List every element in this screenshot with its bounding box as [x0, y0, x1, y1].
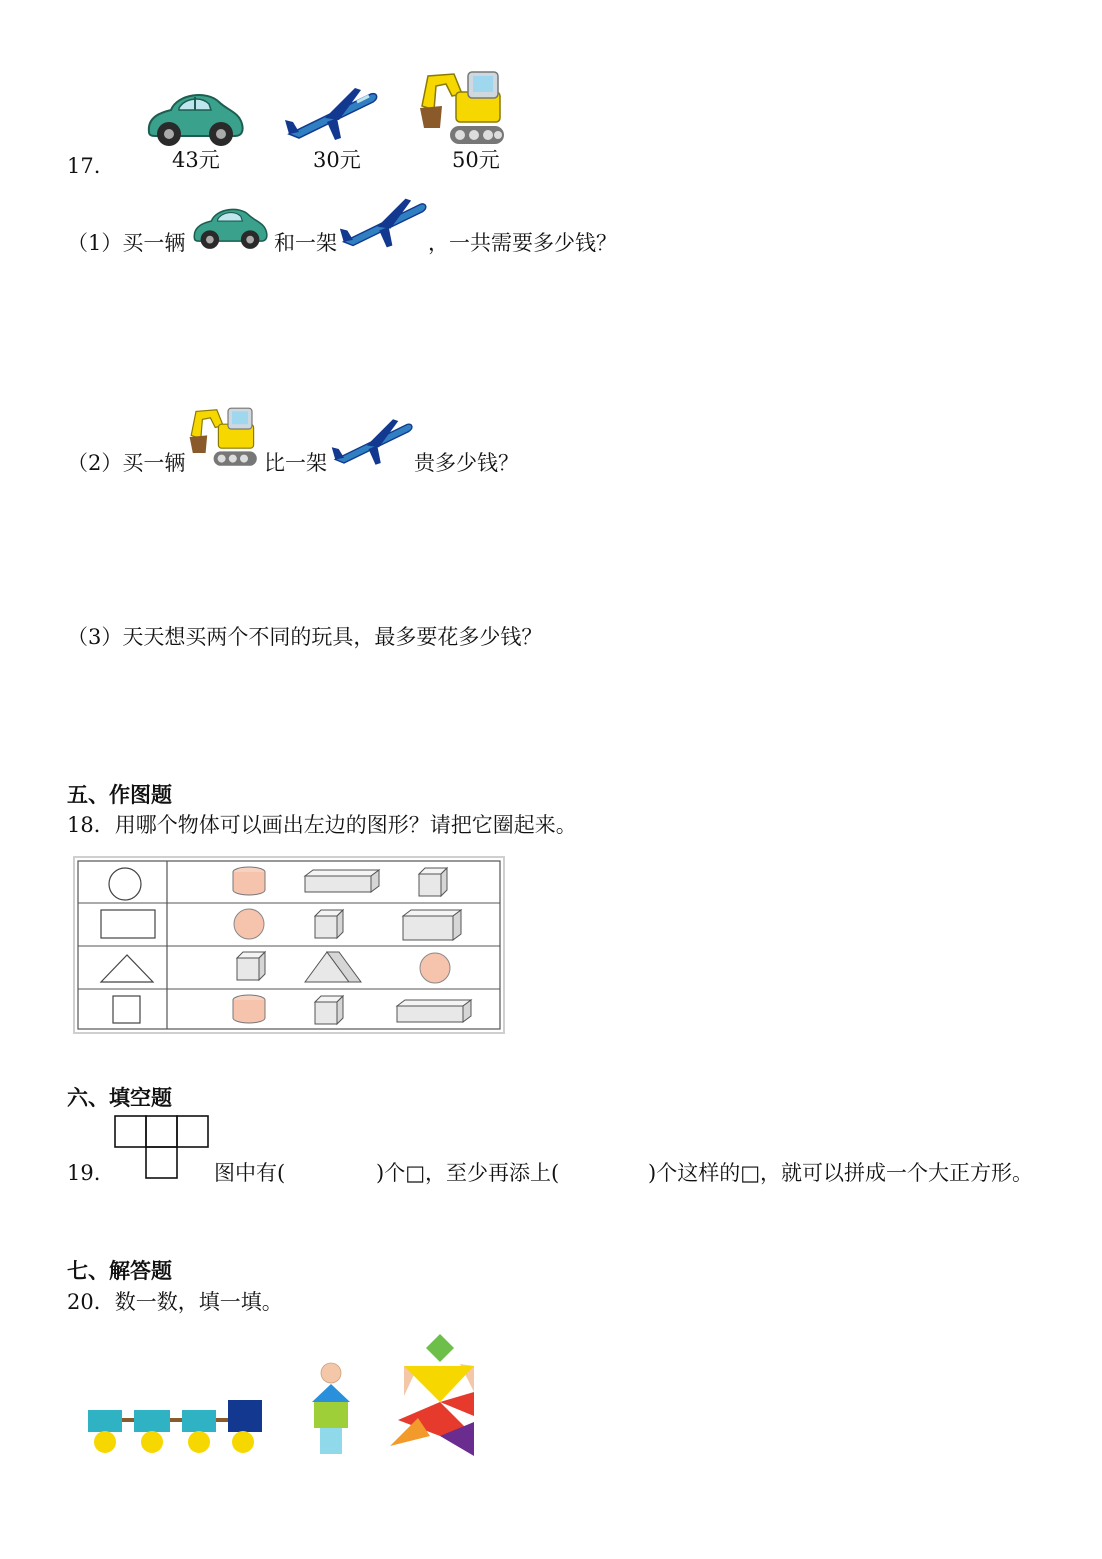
- block-person-figure: [308, 1362, 356, 1458]
- question-19-part3: )个这样的□，就可以拼成一个大正方形。: [648, 1161, 1034, 1185]
- square-shape: [111, 994, 143, 1026]
- excavator-icon: [418, 70, 508, 146]
- question-18-text: 18．用哪个物体可以画出左边的图形？请把它圈起来。: [67, 813, 577, 837]
- section-5-title: 五、作图题: [67, 783, 172, 807]
- cube-object[interactable]: [313, 994, 347, 1026]
- cube-object[interactable]: [235, 950, 269, 982]
- sub1-text-a: （1）买一辆: [67, 231, 186, 255]
- train-figure: [86, 1398, 266, 1456]
- car-icon: [143, 88, 247, 150]
- sub2-text-b: 比一架: [264, 451, 327, 475]
- rectangle-shape: [99, 908, 159, 942]
- long-cuboid-object[interactable]: [303, 868, 383, 896]
- circle-shape: [107, 866, 143, 902]
- question-19-part1: 图中有(: [214, 1161, 286, 1185]
- triangle-shape: [99, 952, 157, 986]
- section-6-title: 六、填空题: [67, 1086, 172, 1110]
- cube-object[interactable]: [313, 908, 347, 940]
- question-19-part2: )个□，至少再添上(: [376, 1161, 560, 1185]
- car-icon: [188, 204, 272, 252]
- answer-blank-2[interactable]: [562, 1160, 646, 1188]
- long-cuboid-object[interactable]: [395, 998, 475, 1026]
- question-19-number: 19.: [67, 1161, 101, 1185]
- excavator-icon: [188, 406, 260, 468]
- airplane-icon: [283, 84, 379, 144]
- cylinder-object[interactable]: [231, 992, 271, 1028]
- airplane-icon: [330, 414, 414, 470]
- sub1-text-c: ，一共需要多少钱？: [428, 231, 617, 255]
- section-7-title: 七、解答题: [67, 1259, 172, 1283]
- square-figure: [114, 1115, 212, 1181]
- tangram-figure: [388, 1332, 480, 1458]
- sub2-text-c: 贵多少钱？: [414, 451, 519, 475]
- cuboid-object[interactable]: [401, 908, 465, 944]
- sphere-object[interactable]: [233, 908, 267, 942]
- airplane-icon: [338, 194, 428, 252]
- cylinder-object[interactable]: [231, 864, 271, 900]
- small-cube-object[interactable]: [417, 866, 451, 898]
- price-excavator: 50元: [452, 148, 500, 172]
- sub1-text-b: 和一架: [274, 231, 337, 255]
- sub2-text-a: （2）买一辆: [67, 451, 186, 475]
- sphere-object[interactable]: [419, 952, 453, 986]
- sub3-text: （3）天天想买两个不同的玩具，最多要花多少钱？: [67, 625, 543, 649]
- triangular-prism-object[interactable]: [303, 950, 363, 986]
- question-17-number: 17.: [67, 154, 101, 178]
- answer-blank-1[interactable]: [292, 1160, 374, 1188]
- question-20-text: 20．数一数，填一填。: [67, 1290, 283, 1314]
- price-car: 43元: [172, 148, 220, 172]
- shape-table: [73, 856, 505, 1034]
- price-airplane: 30元: [313, 148, 361, 172]
